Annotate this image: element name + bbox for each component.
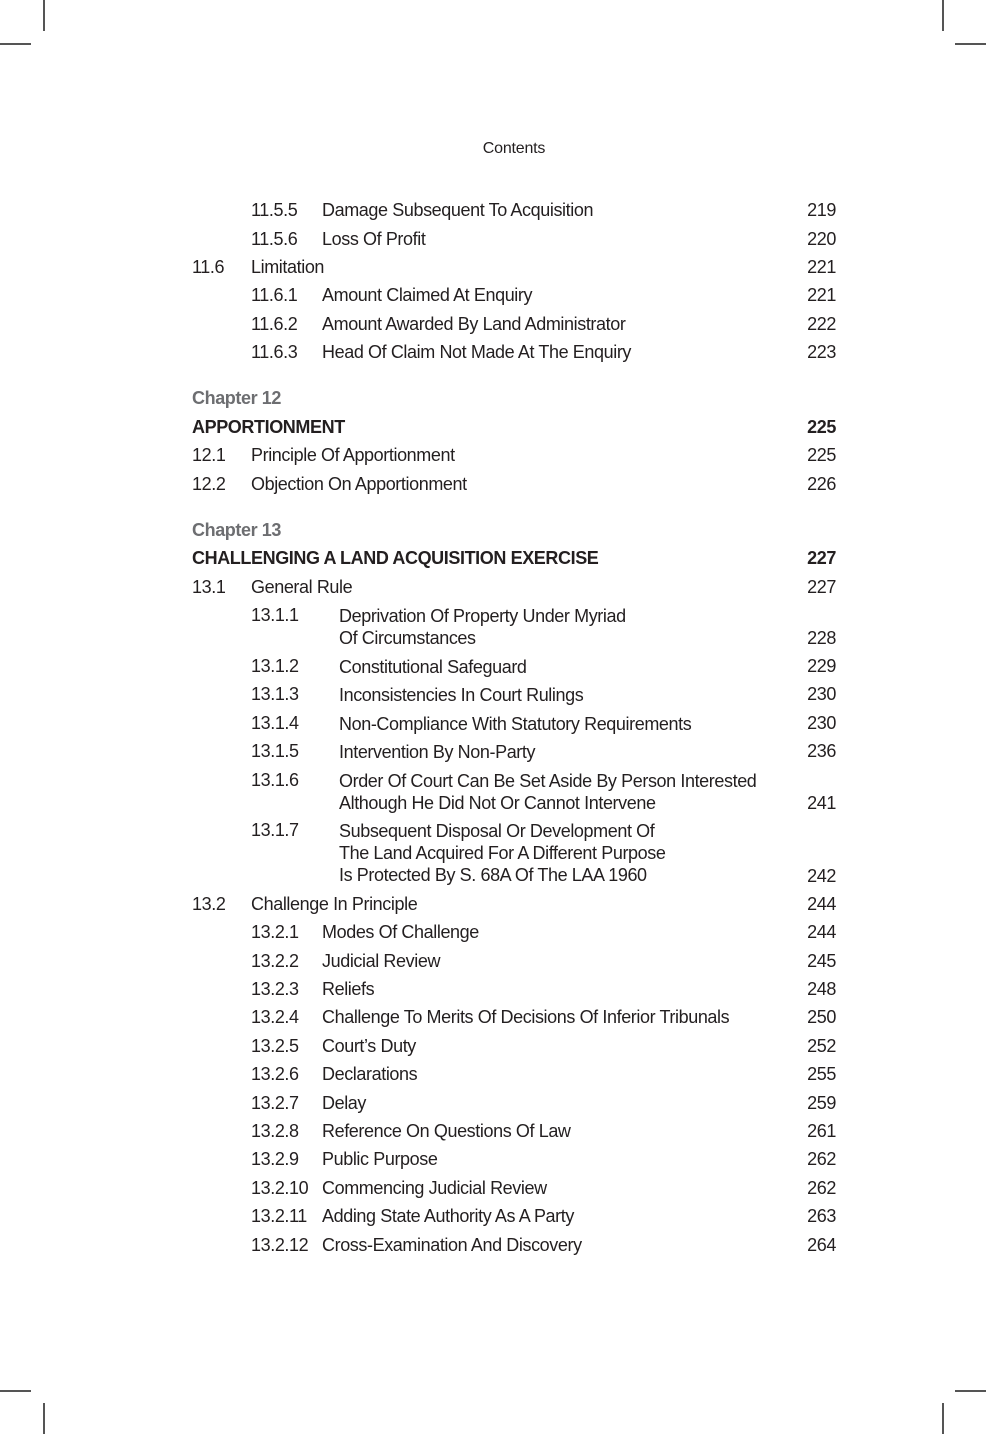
chapter-page: 227 xyxy=(807,548,836,568)
entry-title: Loss Of Profit xyxy=(322,229,426,249)
entry-number: 13.2.7 xyxy=(251,1093,299,1113)
entry-title: Commencing Judicial Review xyxy=(322,1178,547,1198)
toc-entry[interactable] xyxy=(192,314,836,338)
toc-entry[interactable] xyxy=(192,820,836,887)
entry-title: Inconsistencies In Court Rulings xyxy=(339,685,584,705)
crop-mark-top-left-h xyxy=(0,43,31,45)
entry-title: General Rule xyxy=(251,577,353,597)
entry-number: 12.1 xyxy=(192,445,226,465)
toc-entry[interactable] xyxy=(192,1007,836,1031)
entry-title: Challenge To Merits Of Decisions Of Inferior Tribunals xyxy=(322,1007,730,1027)
entry-page: 221 xyxy=(807,257,836,277)
toc-entry[interactable] xyxy=(192,741,836,765)
entry-page: 228 xyxy=(807,628,836,648)
entry-title: Objection On Apportionment xyxy=(251,474,467,494)
entry-title: Principle Of Apportionment xyxy=(251,445,455,465)
toc-entry[interactable] xyxy=(192,656,836,680)
entry-number: 13.2.3 xyxy=(251,979,299,999)
entry-page: 252 xyxy=(807,1036,836,1056)
entry-number: 13.2 xyxy=(192,894,226,914)
entry-number: 13.1.7 xyxy=(251,820,299,840)
toc-entry[interactable] xyxy=(192,684,836,708)
entry-page: 262 xyxy=(807,1149,836,1169)
entry-page: 236 xyxy=(807,741,836,761)
entry-title: Judicial Review xyxy=(322,951,441,971)
entry-number: 13.2.8 xyxy=(251,1121,299,1141)
entry-title: Adding State Authority As A Party xyxy=(322,1206,574,1226)
entry-number: 13.2.12 xyxy=(251,1235,309,1255)
entry-number: 13.1.1 xyxy=(251,605,299,625)
entry-number: 13.2.1 xyxy=(251,922,299,942)
entry-title: Amount Claimed At Enquiry xyxy=(322,285,533,305)
toc-entry[interactable] xyxy=(192,342,836,366)
entry-title: Deprivation Of Property Under Myriad Of Circumstances xyxy=(339,606,626,648)
entry-page: 241 xyxy=(807,793,836,813)
entry-page: 244 xyxy=(807,894,836,914)
entry-title: Damage Subsequent To Acquisition xyxy=(322,200,594,220)
entry-page: 250 xyxy=(807,1007,836,1027)
entry-title: Head Of Claim Not Made At The Enquiry xyxy=(322,342,632,362)
crop-mark-bottom-left-h xyxy=(0,1390,31,1392)
entry-number: 11.6.2 xyxy=(251,314,298,334)
toc-entry[interactable] xyxy=(192,894,836,918)
chapter-12-label: Chapter 12 xyxy=(192,388,282,408)
entry-title: Modes Of Challenge xyxy=(322,922,479,942)
entry-title: Constitutional Safeguard xyxy=(339,657,527,677)
entry-title: Reliefs xyxy=(322,979,375,999)
chapter-page: 225 xyxy=(807,417,836,437)
toc-entry[interactable] xyxy=(192,1149,836,1173)
entry-number: 11.5.5 xyxy=(251,200,298,220)
entry-title: Reference On Questions Of Law xyxy=(322,1121,571,1141)
entry-number: 13.2.5 xyxy=(251,1036,299,1056)
entry-number: 13.2.11 xyxy=(251,1206,307,1226)
entry-number: 11.6.1 xyxy=(251,285,298,305)
entry-page: 227 xyxy=(807,577,836,597)
entry-title: Limitation xyxy=(251,257,325,277)
entry-title: Amount Awarded By Land Administrator xyxy=(322,314,626,334)
entry-page: 219 xyxy=(807,200,836,220)
entry-number: 13.2.2 xyxy=(251,951,299,971)
entry-number: 13.1.3 xyxy=(251,684,299,704)
entry-number: 11.5.6 xyxy=(251,229,298,249)
entry-number: 12.2 xyxy=(192,474,226,494)
entry-number: 13.1.5 xyxy=(251,741,299,761)
toc-entry[interactable] xyxy=(192,257,836,281)
crop-mark-bottom-right-v xyxy=(942,1403,944,1434)
entry-number: 13.2.9 xyxy=(251,1149,299,1169)
toc-entry[interactable] xyxy=(192,445,836,469)
entry-page: 229 xyxy=(807,656,836,676)
entry-page: 226 xyxy=(807,474,836,494)
toc-entry[interactable] xyxy=(192,713,836,737)
entry-number: 13.1.2 xyxy=(251,656,299,676)
toc-entry[interactable] xyxy=(192,1121,836,1145)
crop-mark-bottom-right-h xyxy=(955,1390,986,1392)
entry-title: Delay xyxy=(322,1093,367,1113)
toc-entry[interactable] xyxy=(192,229,836,253)
entry-page: 264 xyxy=(807,1235,836,1255)
toc-entry[interactable] xyxy=(192,922,836,946)
entry-page: 242 xyxy=(807,866,836,886)
toc-entry[interactable] xyxy=(192,200,836,224)
chapter-title: APPORTIONMENT xyxy=(192,417,345,437)
entry-title: Subsequent Disposal Or Development Of The Land Acquired For A Different Purpose Is Protected By S. 68A Of The LAA 1960 xyxy=(339,821,666,885)
toc-entry[interactable] xyxy=(192,1178,836,1202)
crop-mark-top-left-v xyxy=(43,0,45,31)
entry-title: Declarations xyxy=(322,1064,418,1084)
entry-page: 261 xyxy=(807,1121,836,1141)
chapter-13-label: Chapter 13 xyxy=(192,520,282,540)
crop-mark-top-right-h xyxy=(955,43,986,45)
entry-page: 255 xyxy=(807,1064,836,1084)
toc-entry[interactable] xyxy=(192,1206,836,1230)
entry-number: 13.1.6 xyxy=(251,770,299,790)
entry-page: 223 xyxy=(807,342,836,362)
entry-number: 13.1 xyxy=(192,577,226,597)
entry-page: 244 xyxy=(807,922,836,942)
toc-entry[interactable] xyxy=(192,605,836,649)
chapter-title: CHALLENGING A LAND ACQUISITION EXERCISE xyxy=(192,548,599,568)
entry-page: 245 xyxy=(807,951,836,971)
toc-entry[interactable] xyxy=(192,285,836,309)
toc-entry[interactable] xyxy=(192,979,836,1003)
entry-page: 263 xyxy=(807,1206,836,1226)
entry-title: Non-Compliance With Statutory Requirements xyxy=(339,714,692,734)
toc-entry[interactable] xyxy=(192,577,836,601)
entry-number: 11.6.3 xyxy=(251,342,298,362)
entry-title: Order Of Court Can Be Set Aside By Person Interested Although He Did Not Or Cannot Intervene xyxy=(339,771,757,813)
running-header: Contents xyxy=(482,140,546,157)
entry-page: 222 xyxy=(807,314,836,334)
entry-number: 13.1.4 xyxy=(251,713,299,733)
toc-entry[interactable] xyxy=(192,770,836,814)
entry-page: 259 xyxy=(807,1093,836,1113)
crop-mark-bottom-left-v xyxy=(43,1403,45,1434)
crop-mark-top-right-v xyxy=(942,0,944,31)
entry-number: 13.2.6 xyxy=(251,1064,299,1084)
entry-title: Public Purpose xyxy=(322,1149,438,1169)
toc-entry[interactable] xyxy=(192,1235,836,1259)
toc-entry[interactable] xyxy=(192,474,836,498)
entry-number: 13.2.4 xyxy=(251,1007,299,1027)
toc-entry[interactable] xyxy=(192,951,836,975)
toc-entry[interactable] xyxy=(192,1093,836,1117)
entry-page: 248 xyxy=(807,979,836,999)
entry-title: Cross-Examination And Discovery xyxy=(322,1235,582,1255)
toc-entry[interactable] xyxy=(192,1036,836,1060)
entry-page: 221 xyxy=(807,285,836,305)
entry-number: 13.2.10 xyxy=(251,1178,309,1198)
entry-title: Challenge In Principle xyxy=(251,894,418,914)
chapter-13-heading[interactable] xyxy=(192,548,836,572)
entry-page: 230 xyxy=(807,713,836,733)
toc-entry[interactable] xyxy=(192,1064,836,1088)
entry-page: 262 xyxy=(807,1178,836,1198)
entry-title: Intervention By Non-Party xyxy=(339,742,536,762)
entry-number: 11.6 xyxy=(192,257,225,277)
entry-page: 225 xyxy=(807,445,836,465)
chapter-12-heading[interactable] xyxy=(192,417,836,441)
entry-page: 220 xyxy=(807,229,836,249)
entry-title: Court’s Duty xyxy=(322,1036,416,1056)
entry-page: 230 xyxy=(807,684,836,704)
